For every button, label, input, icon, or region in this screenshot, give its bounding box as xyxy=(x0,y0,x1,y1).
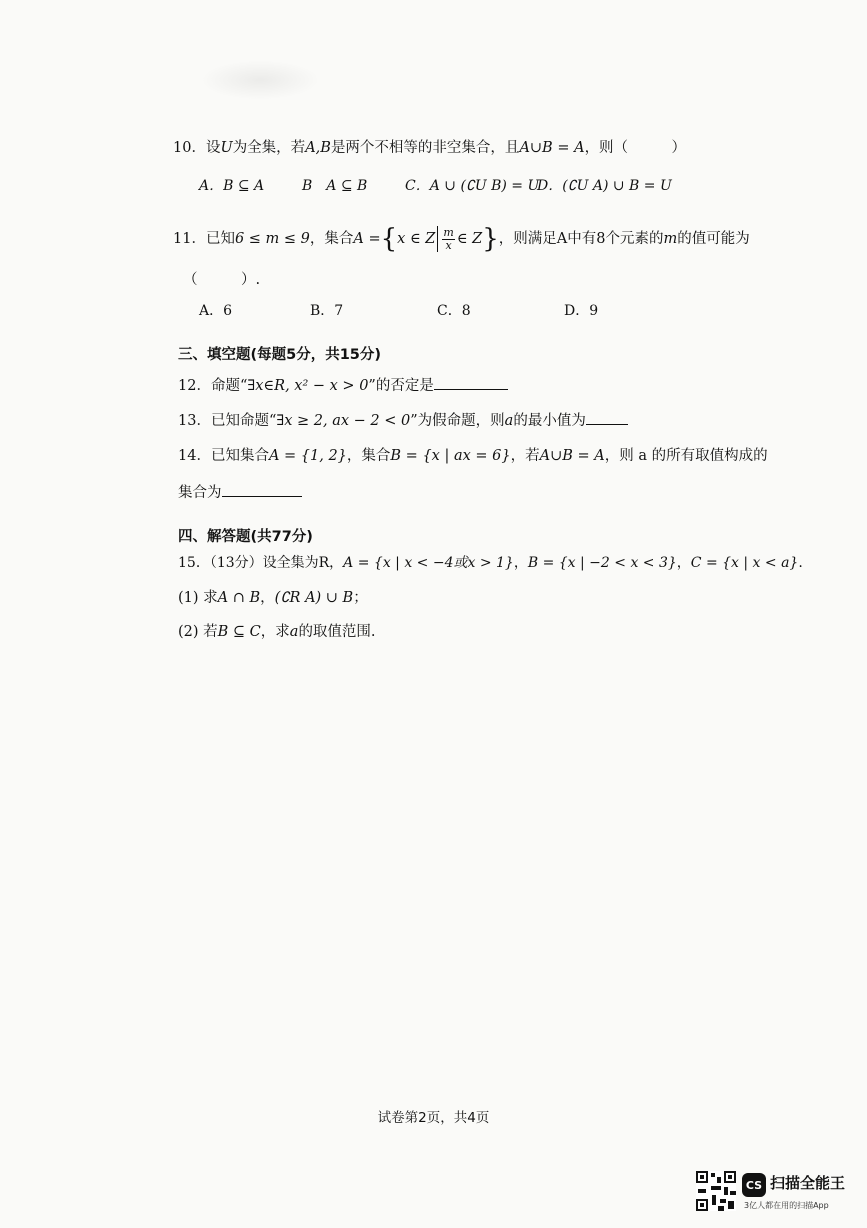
q11-fraction xyxy=(442,227,454,252)
q15-set-c: C = {x | x < a} xyxy=(690,555,799,571)
question-14-stem xyxy=(178,446,768,466)
q10-condition: A∪B = A xyxy=(519,140,585,156)
q14-text-a: 14．已知集合 xyxy=(178,448,269,464)
q15-part1-end: ； xyxy=(353,590,368,606)
q15-part-1 xyxy=(178,588,368,608)
q10-option-c: C．A ∪ (∁U B) = U xyxy=(405,178,540,194)
q11-right-brace: } xyxy=(482,224,499,254)
q10-universal-set: U xyxy=(220,140,233,156)
section-3-heading: 三、填空题(每题5分，共15分) xyxy=(178,347,382,363)
q10-text-b: 为全集，若 xyxy=(232,140,306,156)
q10-sets: A,B xyxy=(305,140,331,156)
q11-set-bar xyxy=(437,226,438,252)
q12-proposition: ∃x∈R, x² − x > 0 xyxy=(247,378,369,394)
q13-text-b: ”为假命题，则 xyxy=(410,413,505,429)
camscanner-logo: CS xyxy=(742,1173,766,1197)
scan-smudge xyxy=(200,60,320,100)
q15-part2-expr: B ⊆ C xyxy=(217,624,261,640)
q14-text-c: ，若 xyxy=(510,448,540,464)
scanner-tagline: 3亿人都在用的扫描App xyxy=(744,1201,829,1210)
q14-set-a: A = {1, 2} xyxy=(268,448,347,464)
q11-answer-paren: （ ）. xyxy=(183,272,261,288)
q10-option-a: A．B ⊆ A xyxy=(199,178,265,194)
q15-part2-label: (2) 若 xyxy=(178,624,218,640)
question-15-stem xyxy=(178,553,803,573)
q15-part2-variable: a xyxy=(289,624,299,640)
q13-text-c: 的最小值为 xyxy=(513,413,586,429)
q11-set-name: A = xyxy=(353,231,381,247)
q12-answer-blank xyxy=(434,375,508,390)
q11-text-a: 11．已知 xyxy=(173,231,235,247)
q11-variable-m: m xyxy=(663,231,678,247)
question-14-line-2 xyxy=(178,482,302,503)
q15-text-a: 15．（13分）设全集为R， xyxy=(178,555,344,571)
q10-option-b: B A ⊆ B xyxy=(302,178,368,194)
q10-option-d: D．(∁U A) ∪ B = U xyxy=(537,178,672,194)
q11-option-b: B．7 xyxy=(310,303,344,319)
question-12-stem xyxy=(178,375,508,396)
q15-set-b: B = {x | −2 < x < 3} xyxy=(527,555,677,571)
q15-part1-sep: ， xyxy=(260,590,275,606)
qr-code-icon xyxy=(696,1171,736,1211)
q13-variable-a: a xyxy=(504,413,514,429)
q11-text-d: 的值可能为 xyxy=(677,231,750,247)
q13-text-a: 13．已知命题“ xyxy=(178,413,277,429)
q15-set-a: A = {x | x < −4或x > 1} xyxy=(343,555,514,571)
q12-text-a: 12．命题“ xyxy=(178,378,248,394)
q11-set-condition: ∈ Z xyxy=(456,231,483,247)
q11-set-element: x ∈ Z xyxy=(397,231,436,247)
q11-text-c: ，则满足A中有8个元素的 xyxy=(498,231,664,247)
q15-separator-2: ， xyxy=(676,555,691,571)
q11-option-c: C．8 xyxy=(437,303,471,319)
question-10-stem xyxy=(173,138,686,158)
question-11-stem xyxy=(173,225,750,253)
q11-fraction-denominator: x xyxy=(445,238,452,252)
question-13-stem xyxy=(178,410,628,431)
q10-text-d: ，则（ ） xyxy=(584,140,687,156)
q14-text-b: ，集合 xyxy=(346,448,391,464)
q12-text-b: ”的否定是 xyxy=(368,378,434,394)
q11-option-a: A．6 xyxy=(199,303,233,319)
q14-text-d: ，则 a 的所有取值构成的 xyxy=(604,448,768,464)
q15-part2-mid: ，求 xyxy=(260,624,290,640)
q11-fraction-numerator: m xyxy=(443,225,454,239)
q11-left-brace: { xyxy=(380,224,398,254)
scanner-app-name: 扫描全能王 xyxy=(770,1174,846,1192)
q15-part1-expr2: (∁R A) ∪ B xyxy=(274,590,354,606)
q15-part2-end: 的取值范围. xyxy=(298,624,376,640)
q11-option-d: D．9 xyxy=(564,303,599,319)
q15-part-2 xyxy=(178,622,376,642)
q13-answer-blank xyxy=(586,410,628,425)
q14-answer-blank xyxy=(222,482,302,497)
q11-text-b: ，集合 xyxy=(309,231,354,247)
q14-text-line2: 集合为 xyxy=(178,485,222,501)
q15-end-mark: . xyxy=(798,555,803,571)
section-4-heading: 四、解答题(共77分) xyxy=(178,529,313,545)
q10-text-a: 10．设 xyxy=(173,140,221,156)
q14-set-b: B = {x | ax = 6} xyxy=(390,448,511,464)
q15-part1-expr1: A ∩ B xyxy=(217,590,261,606)
q15-separator-1: ， xyxy=(513,555,528,571)
q14-condition: A∪B = A xyxy=(539,448,605,464)
q15-part1-label: (1) 求 xyxy=(178,590,218,606)
q10-text-c: 是两个不相等的非空集合，且 xyxy=(330,140,520,156)
q11-range: 6 ≤ m ≤ 9 xyxy=(234,231,310,247)
q13-proposition: ∃x ≥ 2, ax − 2 < 0 xyxy=(276,413,411,429)
page-footer: 试卷第2页，共4页 xyxy=(377,1110,490,1126)
